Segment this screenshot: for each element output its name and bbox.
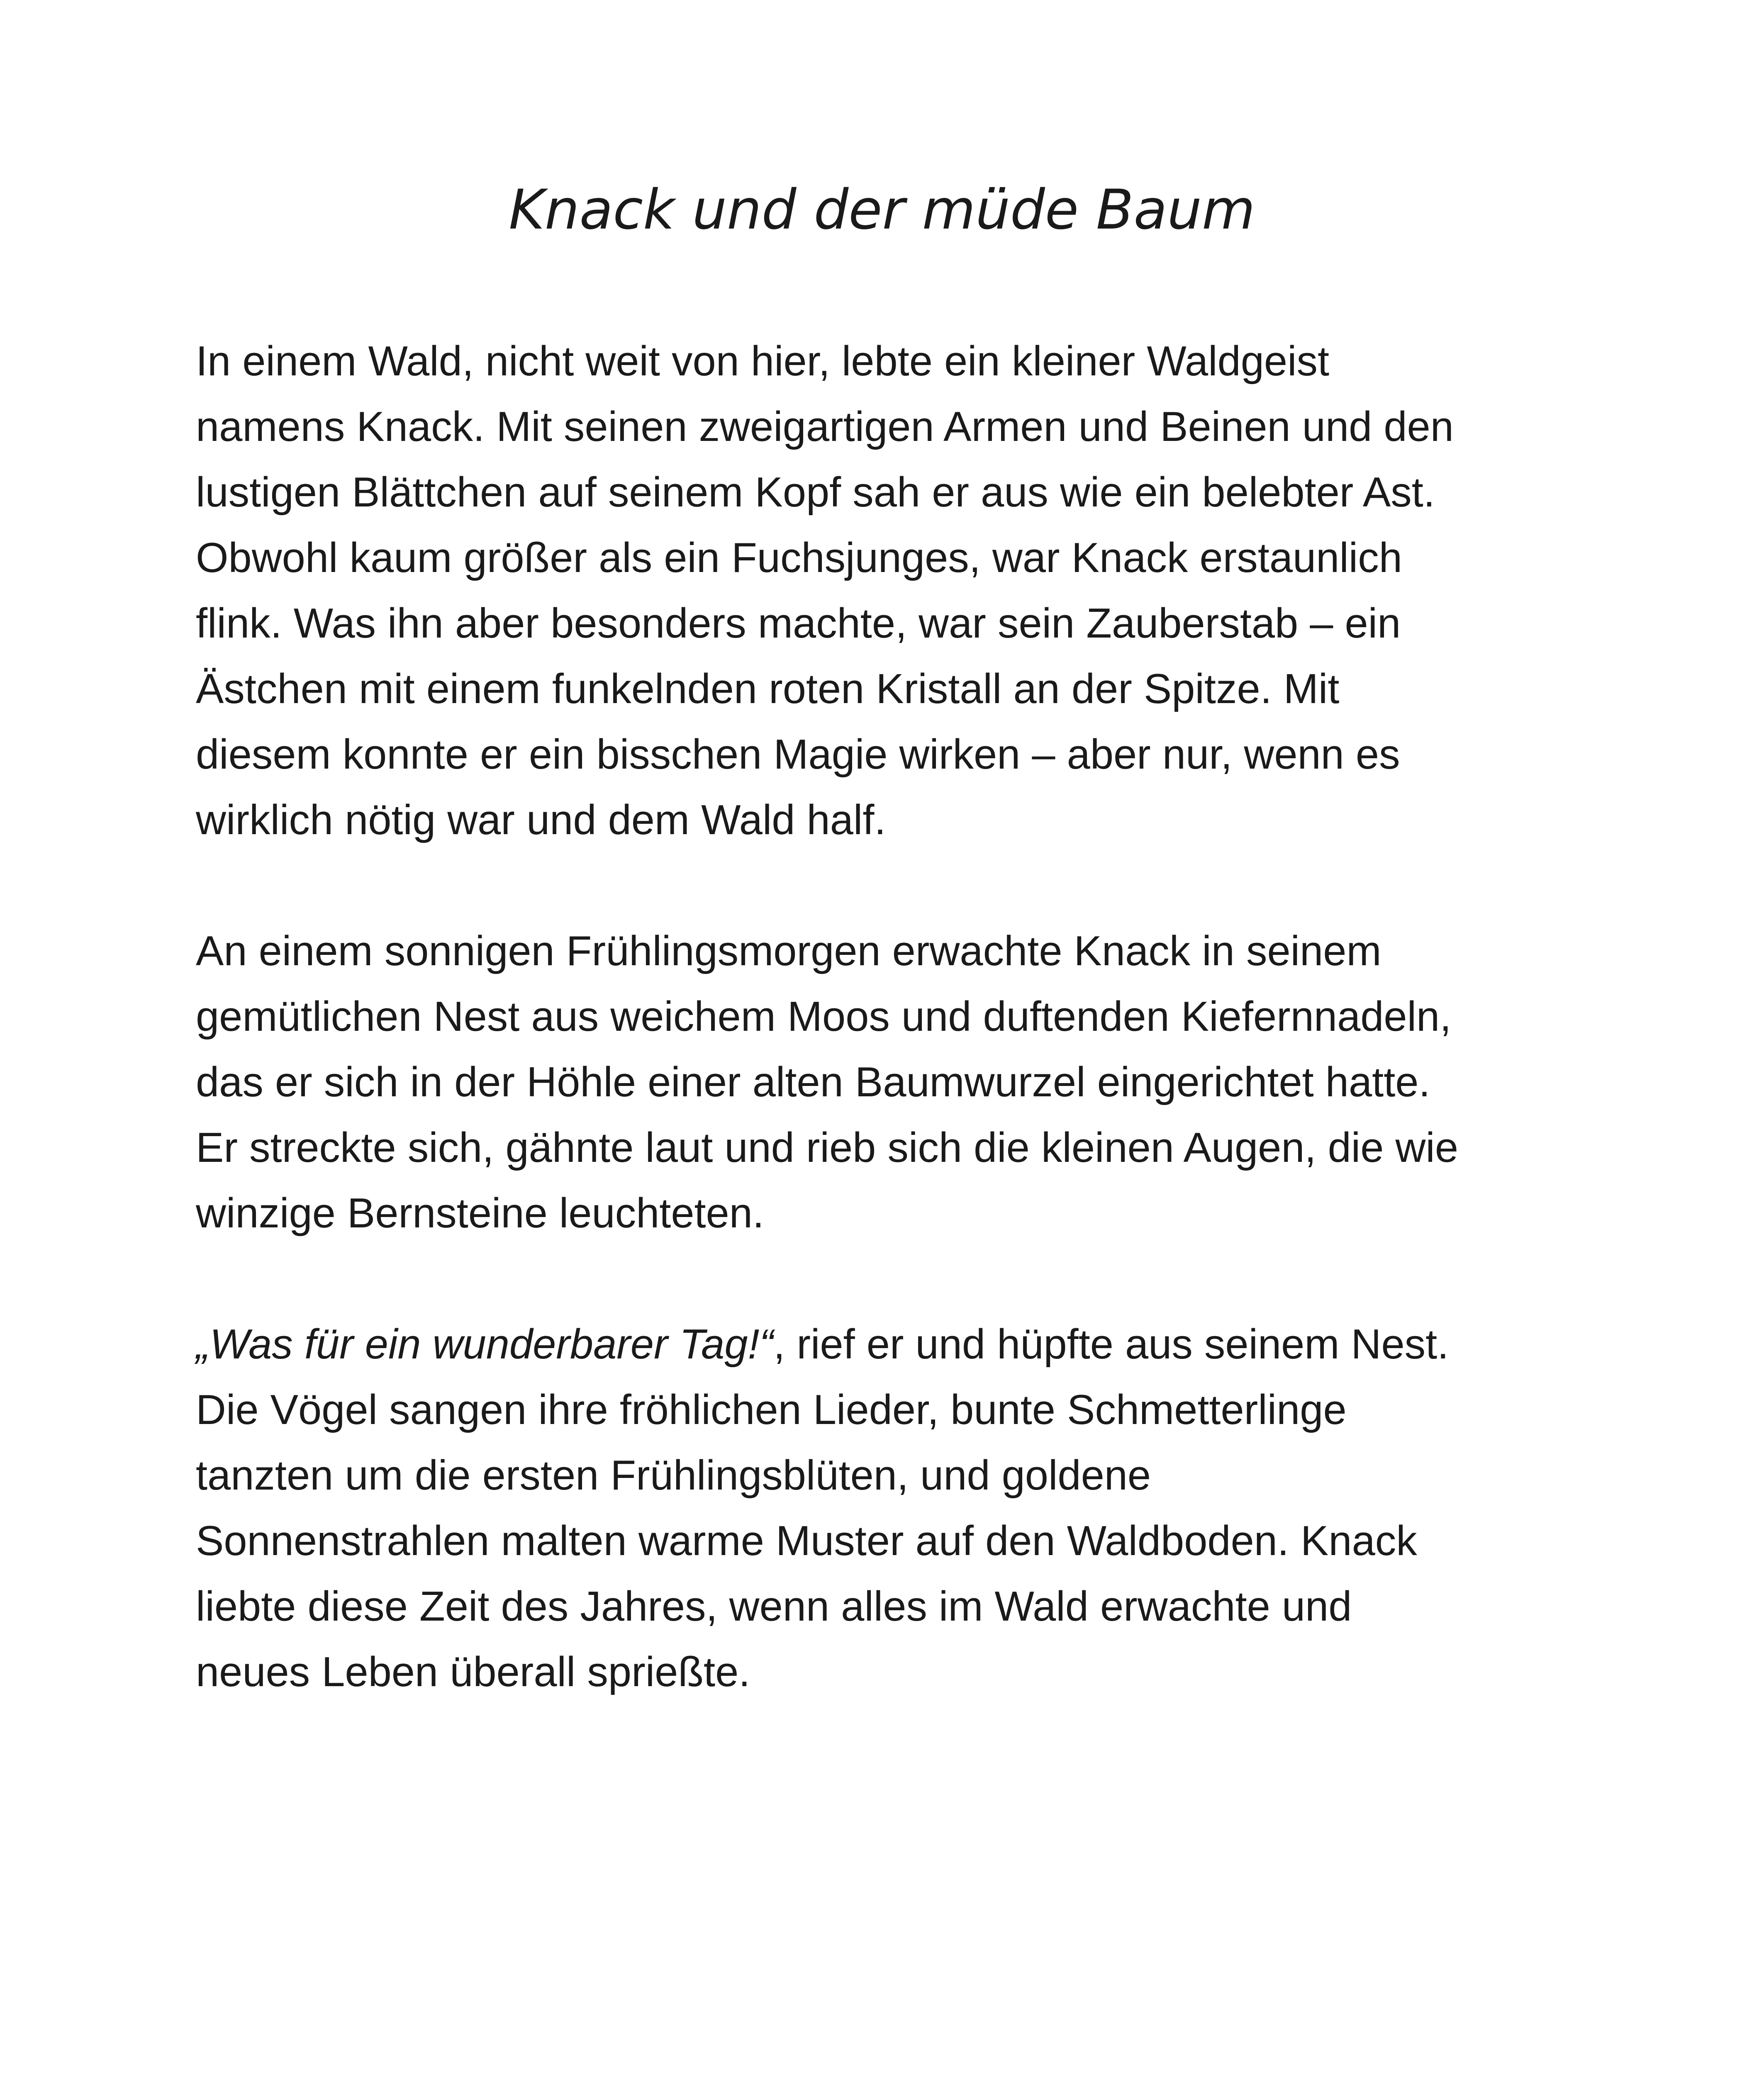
- text-line: An einem sonnigen Frühlingsmorgen erwachte Knack in seinem: [196, 928, 1381, 974]
- text-line-with-quote: [196, 1312, 1581, 1377]
- text-line: tanzten um die ersten Frühlingsblüten, und goldene: [196, 1452, 1151, 1499]
- text-line: diesem konnte er ein bisschen Magie wirken – aber nur, wenn es: [196, 731, 1400, 778]
- text-line: wirklich nötig war und dem Wald half.: [196, 797, 886, 843]
- spoken-quote: „Was für ein wunderbarer Tag!“: [196, 1321, 774, 1368]
- paragraph-2: [196, 918, 1581, 1246]
- text-line: In einem Wald, nicht weit von hier, lebte ein kleiner Waldgeist: [196, 338, 1330, 385]
- text-line: liebte diese Zeit des Jahres, wenn alles im Wald erwachte und: [196, 1583, 1352, 1630]
- text-line: Er streckte sich, gähnte laut und rieb sich die kleinen Augen, die wie: [196, 1125, 1459, 1171]
- text-line: Die Vögel sangen ihre fröhlichen Lieder, bunte Schmetterlinge: [196, 1387, 1347, 1433]
- chapter-title: Knack und der müde Baum: [509, 178, 1255, 242]
- story-text: [196, 329, 1581, 1770]
- text-line: das er sich in der Höhle einer alten Baumwurzel eingerichtet hatte.: [196, 1059, 1430, 1105]
- text-line: Sonnenstrahlen malten warme Muster auf den Waldboden. Knack: [196, 1518, 1417, 1564]
- text-line: gemütlichen Nest aus weichem Moos und duftenden Kiefernnadeln,: [196, 993, 1452, 1040]
- text-line: neues Leben überall sprießte.: [196, 1649, 750, 1695]
- text-line: winzige Bernsteine leuchteten.: [196, 1190, 764, 1237]
- quote-continuation: , rief er und hüpfte aus seinem Nest.: [773, 1321, 1449, 1368]
- text-line: Ästchen mit einem funkelnden roten Kristall an der Spitze. Mit: [196, 666, 1340, 712]
- text-line: flink. Was ihn aber besonders machte, war sein Zauberstab – ein: [196, 600, 1401, 647]
- paragraph-1: [196, 329, 1581, 853]
- paragraph-3: [196, 1312, 1581, 1705]
- text-line: namens Knack. Mit seinen zweigartigen Armen und Beinen und den: [196, 404, 1454, 450]
- text-line: lustigen Blättchen auf seinem Kopf sah er aus wie ein belebter Ast.: [196, 469, 1435, 516]
- text-line: Obwohl kaum größer als ein Fuchsjunges, war Knack erstaunlich: [196, 535, 1402, 581]
